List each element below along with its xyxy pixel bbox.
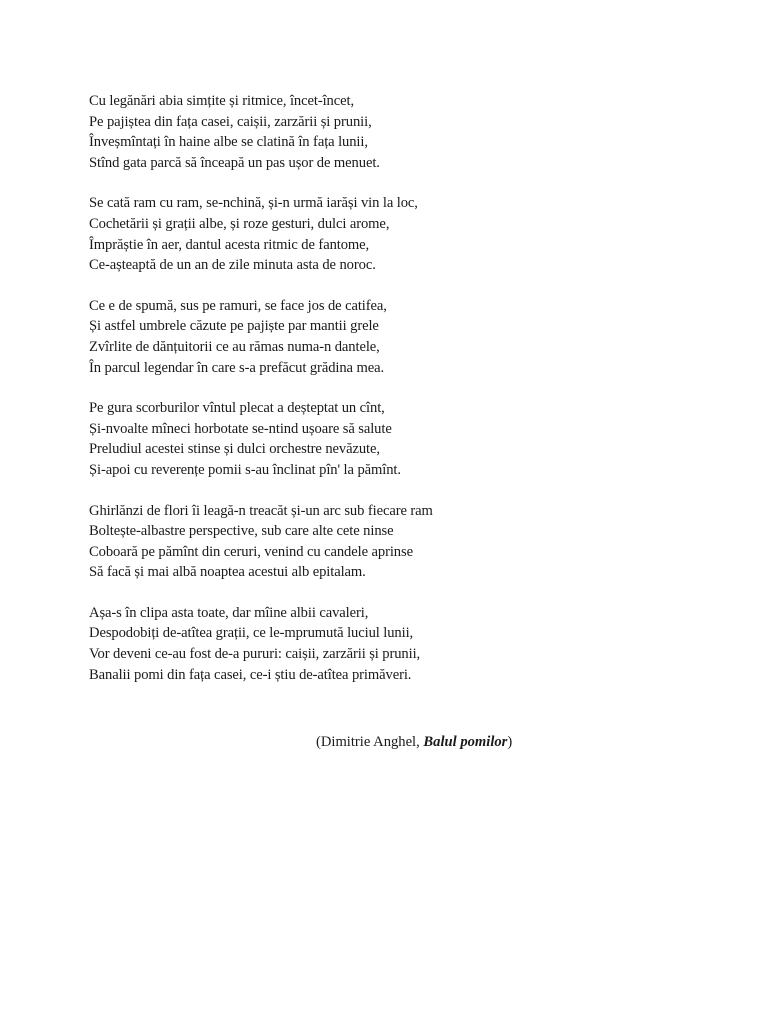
stanza-5 — [89, 501, 709, 583]
poem-line: Pe pajiștea din fața casei, caișii, zarzării și prunii, — [89, 113, 372, 130]
stanza-1 — [89, 91, 709, 173]
poem-line: Vor deveni ce-au fost de-a pururi: caișii, zarzării și prunii, — [89, 646, 421, 663]
poem-line: Ce-așteaptă de un an de zile minuta asta de noroc. — [89, 257, 376, 274]
attribution — [316, 732, 512, 752]
attribution-title: Balul pomilor — [423, 734, 508, 750]
poem-line: Și astfel umbrele căzute pe pajiște par mantii grele — [89, 318, 379, 335]
poem-line: În parcul legendar în care s-a prefăcut grădina mea. — [89, 359, 385, 376]
poem-line: Așa-s în clipa asta toate, dar mîine albii cavaleri, — [89, 604, 369, 621]
poem-line: Să facă și mai albă noaptea acestui alb epitalam. — [89, 564, 366, 581]
poem-line: Înveșmîntați în haine albe se clatină în fața lunii, — [89, 134, 368, 151]
poem-line: Se cată ram cu ram, se-nchină, și-n urmă iarăși vin la loc, — [89, 195, 418, 212]
poem-line: Preludiul acestei stinse și dulci orchestre nevăzute, — [89, 441, 380, 458]
stanza-2 — [89, 193, 709, 275]
poem-line: Coboară pe pămînt din ceruri, venind cu candele aprinse — [89, 543, 413, 560]
poem-line: Ghirlănzi de flori îi leagă-n treacăt și-un arc sub fiecare ram — [89, 502, 433, 519]
poem-line: Banalii pomi din fața casei, ce-i știu de-atîtea primăveri. — [89, 666, 412, 683]
stanza-6 — [89, 603, 709, 685]
stanza-3 — [89, 296, 709, 378]
poem-line: Cu legănări abia simțite și ritmice, încet-încet, — [89, 93, 354, 109]
poem-line: Despodobiți de-atîtea grații, ce le-mprumută luciul lunii, — [89, 625, 414, 642]
poem-line: Și-apoi cu reverențe pomii s-au înclinat pîn' la pămînt. — [89, 461, 401, 478]
stanza-4 — [89, 398, 709, 480]
poem-line: Pe gura scorburilor vîntul plecat a deșteptat un cînt, — [89, 400, 385, 417]
poem-line: Cochetării și grații albe, și roze gesturi, dulci arome, — [89, 215, 390, 232]
poem-line: Împrăștie în aer, dantul acesta ritmic de fantome, — [89, 236, 370, 253]
poem-line: Stînd gata parcă să înceapă un pas ușor de menuet. — [89, 154, 380, 171]
attribution-close: ) — [507, 734, 513, 750]
poem-line: Zvîrlite de dănțuitorii ce au rămas numa-n dantele, — [89, 338, 380, 355]
attribution-author: (Dimitrie Anghel, — [316, 734, 424, 750]
poem — [89, 91, 709, 705]
poem-line: Boltește-albastre perspective, sub care alte cete ninse — [89, 523, 394, 540]
poem-line: Și-nvoalte mîneci horbotate se-ntind ușoare să salute — [89, 420, 392, 437]
poem-line: Ce e de spumă, sus pe ramuri, se face jos de catifea, — [89, 297, 387, 314]
